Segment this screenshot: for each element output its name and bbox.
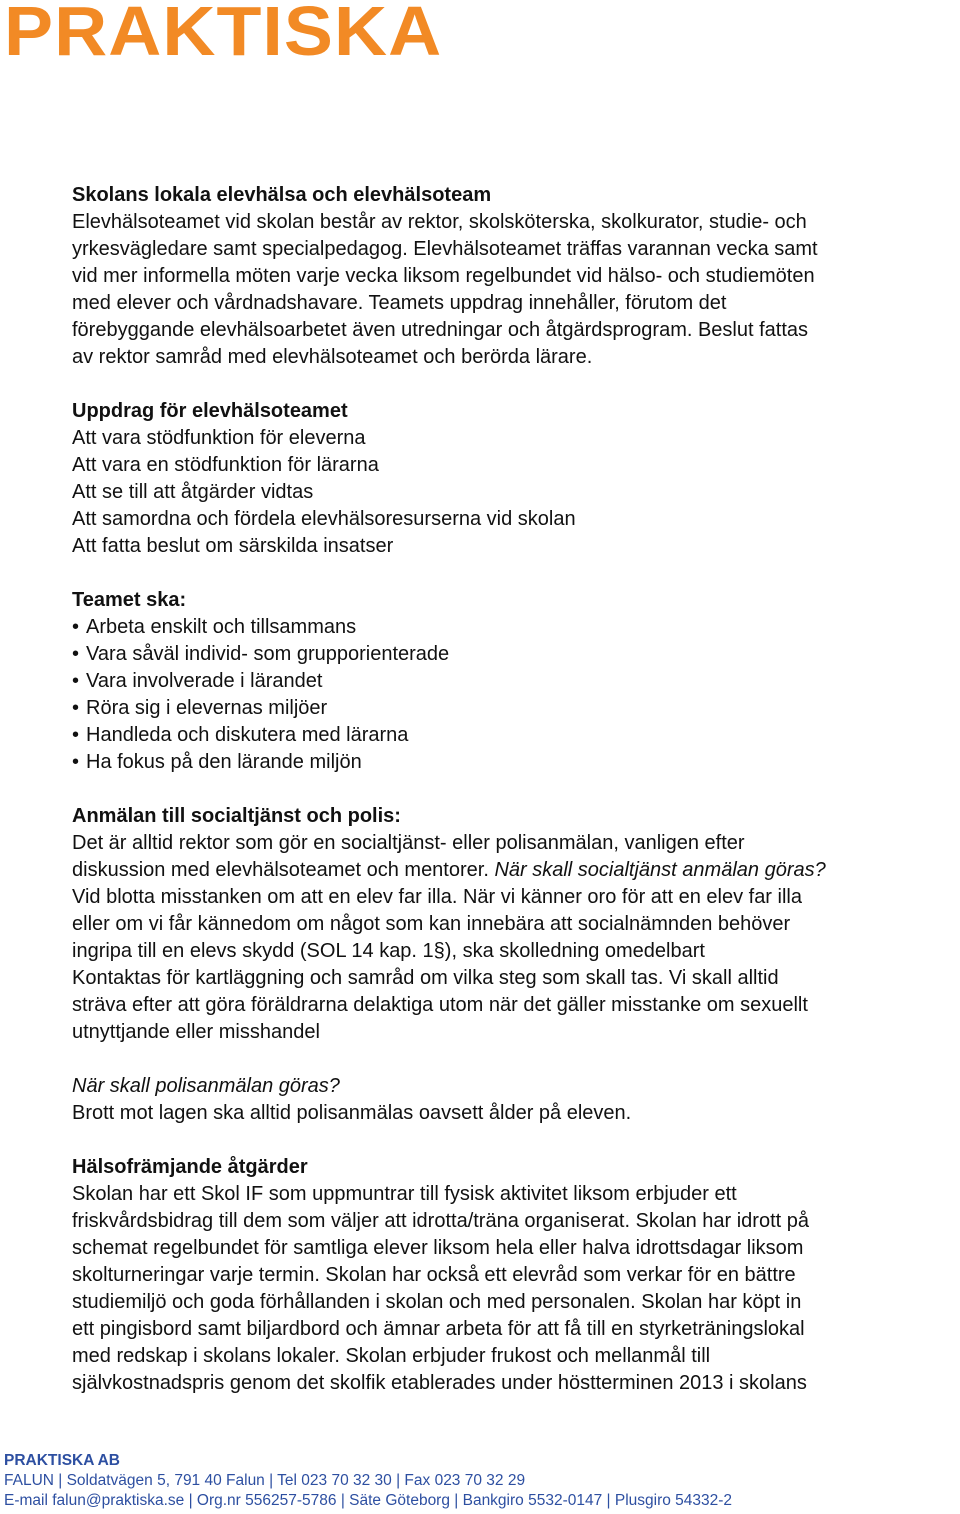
heading-anmalan: Anmälan till socialtjänst och polis: [72, 805, 401, 827]
page-footer [4, 1451, 960, 1511]
teamet-list [72, 614, 960, 776]
list-item: • Vara såväl individ- som grupporienterade [72, 641, 960, 668]
heading-halsa: Hälsofrämjande åtgärder [72, 1156, 308, 1178]
bullet-icon: • [72, 616, 80, 638]
heading-uppdrag: Uppdrag för elevhälsoteamet [72, 400, 348, 422]
halsa-line: ett pingisbord samt biljardbord och ämnar arbeta för att få till en styrketräningslokal [72, 1318, 805, 1340]
list-item: • Vara involverade i lärandet [72, 668, 960, 695]
social-question: När skall socialtjänst anmälan göras? [494, 859, 826, 881]
uppdrag-item: Att se till att åtgärder vidtas [72, 481, 314, 503]
elevhalsa-line: av rektor samråd med elevhälsoteamet och berörda lärare. [72, 346, 593, 368]
uppdrag-item: Att samordna och fördela elevhälsoresurserna vid skolan [72, 508, 576, 530]
bullet-icon: • [72, 643, 80, 665]
anmalan-line: Vid blotta misstanken om att en elev far illa. När vi känner oro för att en elev far illa [72, 886, 802, 908]
list-item: • Handleda och diskutera med lärarna [72, 722, 960, 749]
elevhalsa-line: yrkesvägledare samt specialpedagog. Elevhälsoteamet träffas varannan vecka samt [72, 238, 818, 260]
list-item: • Arbeta enskilt och tillsammans [72, 614, 960, 641]
police-answer: Brott mot lagen ska alltid polisanmälas oavsett ålder på eleven. [72, 1102, 632, 1124]
uppdrag-item: Att vara stödfunktion för eleverna [72, 427, 366, 449]
document-body [72, 182, 960, 1397]
heading-elevhalsa: Skolans lokala elevhälsa och elevhälsoteam [72, 184, 492, 206]
anmalan-line: diskussion med elevhälsoteamet och mentorer. När skall socialtjänst anmälan göras? [72, 859, 826, 881]
heading-teamet: Teamet ska: [72, 589, 187, 611]
bullet-icon: • [72, 697, 80, 719]
list-item: • Ha fokus på den lärande miljön [72, 749, 960, 776]
halsa-line: med redskap i skolans lokaler. Skolan erbjuder frukost och mellanmål till [72, 1345, 711, 1367]
uppdrag-item: Att fatta beslut om särskilda insatser [72, 535, 394, 557]
list-item: • Röra sig i elevernas miljöer [72, 695, 960, 722]
halsa-line: studiemiljö och goda förhållanden i skolan och med personalen. Skolan har köpt in [72, 1291, 802, 1313]
halsa-line: självkostnadspris genom det skolfik etablerades under höstterminen 2013 i skolans [72, 1372, 807, 1394]
anmalan-line: Det är alltid rektor som gör en socialtjänst- eller polisanmälan, vanligen efter [72, 832, 745, 854]
anmalan-line: eller om vi får kännedom om något som kan innebära att socialnämnden behöver [72, 913, 791, 935]
elevhalsa-line: vid mer informella möten varje vecka liksom regelbundet vid hälso- och studiemöten [72, 265, 815, 287]
uppdrag-item: Att vara en stödfunktion för lärarna [72, 454, 379, 476]
halsa-line: schemat regelbundet för samtliga elever liksom hela eller halva idrottsdagar liksom [72, 1237, 804, 1259]
halsa-line: Skolan har ett Skol IF som uppmuntrar till fysisk aktivitet liksom erbjuder ett [72, 1183, 737, 1205]
halsa-line: skolturneringar varje termin. Skolan har också ett elevråd som verkar för en bättre [72, 1264, 796, 1286]
bullet-icon: • [72, 670, 80, 692]
footer-address: FALUN | Soldatvägen 5, 791 40 Falun | Tel 023 70 32 30 | Fax 023 70 32 29 [4, 1472, 526, 1489]
elevhalsa-line: förebyggande elevhälsoarbetet även utredningar och åtgärdsprogram. Beslut fattas [72, 319, 809, 341]
bullet-icon: • [72, 751, 80, 773]
elevhalsa-line: Elevhälsoteamet vid skolan består av rektor, skolsköterska, skolkurator, studie- och [72, 211, 807, 233]
footer-company: PRAKTISKA AB [4, 1452, 120, 1469]
police-question: När skall polisanmälan göras? [72, 1075, 340, 1097]
bullet-icon: • [72, 724, 80, 746]
footer-contact: E-mail falun@praktiska.se | Org.nr 556257-5786 | Säte Göteborg | Bankgiro 5532-0147 | Plusgiro 54332-2 [4, 1492, 733, 1509]
praktiska-logo: PRAKTISKA [4, 0, 443, 70]
anmalan-line: ingripa till en elevs skydd (SOL 14 kap. 1§), ska skolledning omedelbart [72, 940, 705, 962]
halsa-line: friskvårdsbidrag till dem som väljer att idrotta/träna organiserat. Skolan har idrott på [72, 1210, 810, 1232]
anmalan-line: Kontaktas för kartläggning och samråd om vilka steg som skall tas. Vi skall alltid [72, 967, 779, 989]
anmalan-line: sträva efter att göra föräldrarna delaktiga utom när det gäller misstanke om sexuellt [72, 994, 808, 1016]
elevhalsa-line: med elever och vårdnadshavare. Teamets uppdrag innehåller, förutom det [72, 292, 727, 314]
anmalan-line: utnyttjande eller misshandel [72, 1021, 320, 1043]
